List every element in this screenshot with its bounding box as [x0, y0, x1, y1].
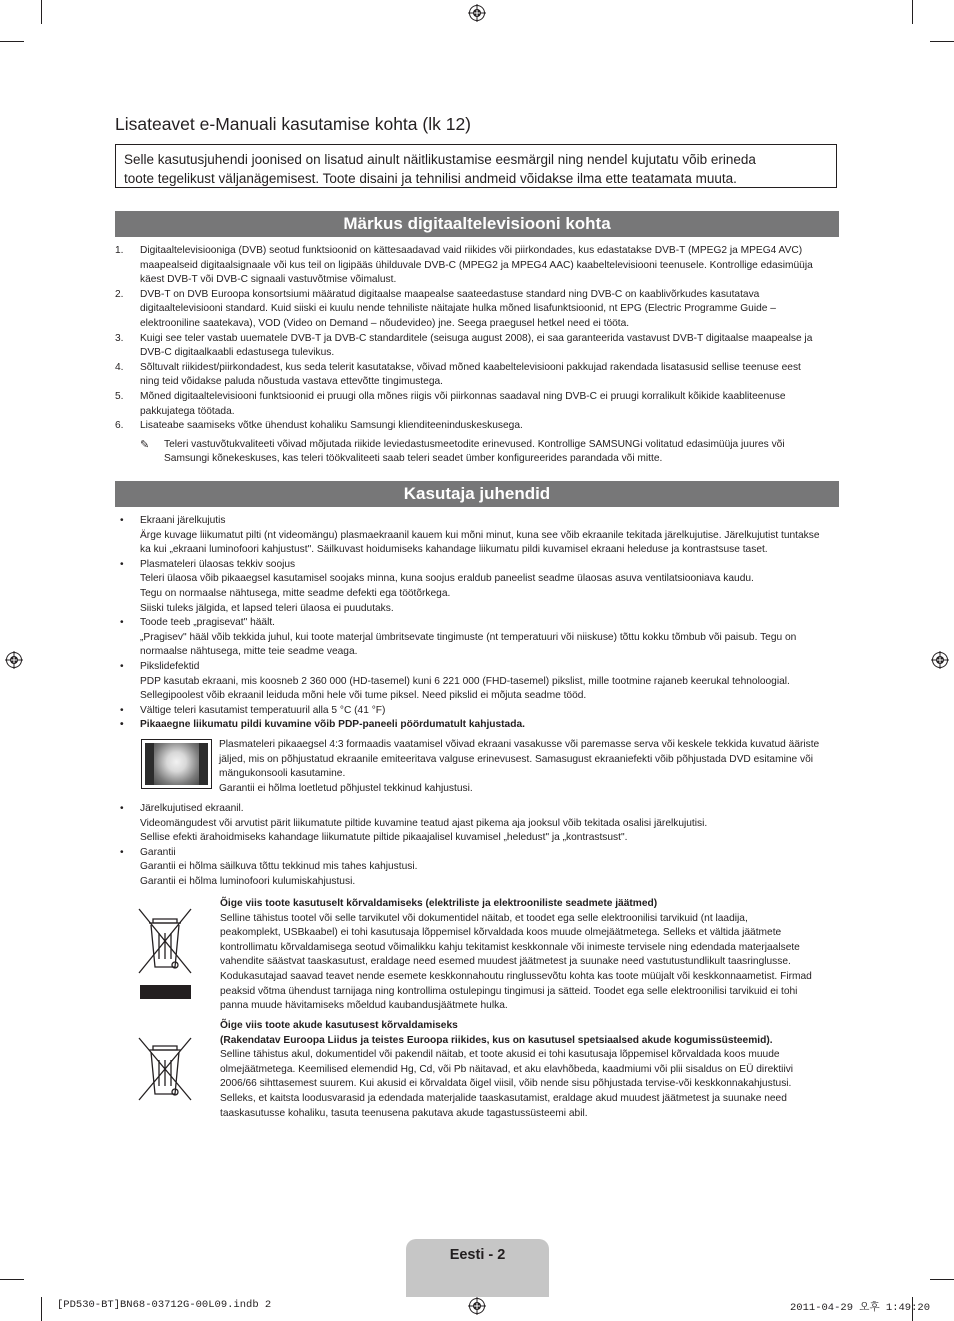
section-heading-user-guides: Kasutaja juhendid: [115, 481, 839, 507]
item-title: Garantii: [140, 846, 176, 858]
registration-mark-icon: [931, 651, 949, 669]
weee-line: peaksid võtma ühendust tarnijaga ning kontrollima ostulepingu tingimusi ja sätteid. Toodet ega selle elektroonilisi tarvikuid ei tohi: [220, 985, 798, 997]
list-item: [115, 718, 839, 733]
list-item: [115, 332, 839, 361]
item-line: maapealseid digitaalsignaale või kus teil on ligipääs ühilduvale DVB-C (MPEG2 ja MPEG4 AAC) kaabeltelevisiooni teenusele. Kontrollige edasimüüja: [140, 259, 813, 271]
item-number: 2.: [115, 288, 124, 300]
battery-line: olmejäätmetega. Keemilised elemendid Hg, Cd, või Pb näitavad, et aku elavhõbeda, kaadmiumi või plii sisaldus on EÜ direktiivi: [220, 1063, 794, 1075]
item-title: Toode teeb „pragisevat" häält.: [140, 617, 276, 629]
item-line: ka kui „ekraani luminofoori kahjustust". Säilkuvast hoidumiseks kahandage liikumatu pildi kuvamisel ekraani heleduse ja kontrastsuse taset.: [140, 544, 768, 556]
battery-line: Selline tähistus akul, dokumentidel või pakendil näitab, et toote akusid ei tohi kasutusaja lõppemisel kõrvaldada koos muude: [220, 1049, 780, 1061]
item-title: Pikaaegne liikumatu pildi kuvamine võib PDP-paneeli pöördumatult kahjustada.: [140, 719, 525, 731]
crop-mark: [930, 1279, 954, 1280]
item-line: Siiski tuleks jälgida, et lapsed teleri ülaosa ei puudutaks.: [140, 602, 394, 614]
battery-line: taaskasutusse kohaliku, tasuta teenusena pakutava akude tagastussüsteemi abil.: [220, 1107, 588, 1119]
list-item: [115, 419, 839, 434]
battery-title: Õige viis toote akude kasutusest kõrvaldamiseks: [220, 1020, 458, 1031]
item-line: Garantii ei hõlma säilkuva tõttu tekkinud mis tahes kahjustusi.: [140, 861, 418, 873]
crossed-bin-icon: [135, 1036, 195, 1111]
list-item: [115, 244, 839, 288]
weee-line: peakomplekt, USBkaabel) ei tohi kasutusaja lõppemisel kõrvaldada koos muude olmejäätmetega. Selleks et vältida jäätmete: [220, 927, 782, 939]
page-title: Lisateavet e-Manuali kasutamise kohta (lk 12): [115, 114, 472, 134]
item-line: DVB-T on DVB Euroopa konsortsiumi määratud digitaalse maapealse saateedastuse standard ning DVB-C on kaablivõrkudes kasutatava: [140, 288, 760, 300]
item-line: Teleri ülaosa võib pikaaegsel kasutamisel soojaks minna, kuna soojus eraldub paneelist seadme ülaosas asuva ventilatsiooniava kaudu.: [140, 573, 754, 585]
item-line: Sõltuvalt riikidest/piirkondadest, kus seda telerit kasutatakse, võivad mõned kaabeltelevisiooni pakkujad rakendada lisatasusid sellise teenuse eest: [140, 361, 801, 373]
image-text-line: Plasmateleri pikaaegsel 4:3 formaadis vaatamisel võivad ekraani vasakusse või paremasse serva või keskele tekkida kuvatud ääriste: [219, 739, 820, 750]
user-guides-list-2: [115, 802, 839, 890]
item-line: ning teid võidakse paluda nõustuda vastava ettevõtte tingimustega.: [140, 376, 443, 388]
weee-line: Kodukasutajad saavad teavet nende esemete keskkonnahoutu ringlussevõtu kohta kas toote müüjalt või keskkonnaametist. Firmad: [220, 970, 812, 982]
weee-disposal-text: [220, 897, 840, 1014]
user-guides-list: [115, 514, 839, 733]
item-line: elektrooniline saatekava), VOD (Video on Demand – nõudevideo) jne. Seega praegusel hetkel need ei tööta.: [140, 317, 630, 329]
weee-line: panna muude hävitamiseks mõeldud kaubandusjäätmete hulka.: [220, 1000, 508, 1012]
item-line: pakkujatega töötada.: [140, 405, 235, 417]
item-line: käest DVB-T või DVB-C signaali vastuvõtmise võimalust.: [140, 274, 397, 286]
list-item: [115, 660, 839, 704]
crop-mark: [41, 1297, 42, 1321]
crop-mark: [0, 41, 24, 42]
weee-title: Õige viis toote kasutuselt kõrvaldamiseks (elektriliste ja elektrooniliste seadmete jäätmed): [220, 898, 658, 909]
bullet: •: [120, 660, 124, 672]
tv-screen-image: [141, 739, 212, 789]
item-line: Sellegipoolest võib ekraanil leiduda mõni hele või tume piksel. Need pikslid ei mõjuta seadme tööd.: [140, 690, 587, 702]
item-title: Ekraani järelkujutis: [140, 515, 226, 526]
item-line: „Pragisev" hääl võib tekkida juhul, kui toote materjal ümbritsevate tingimuste (nt temperatuuri või niiskuse) tõttu kokku tõmbub või paisub. Tegu on: [140, 631, 797, 643]
registration-mark-icon: [5, 651, 23, 669]
bullet: •: [120, 846, 124, 858]
footer-file-name: [PD530-BT]BN68-03712G-00L09.indb 2: [57, 1299, 272, 1311]
battery-line: Selleks, et kaitsta loodusvarasid ja edendada materjalide taaskasutamist, eraldage akud muudest jäätmetest ja suunake need: [220, 1092, 787, 1104]
item-line: Digitaaltelevisiooniga (DVB) seotud funktsioonid on kättesaadavad vaid riikides või piirkondades, kus edastatakse DVB-T (MPEG2 ja MPEG4 AVC): [140, 245, 803, 256]
screen-image-text: [219, 738, 839, 796]
item-line: digitaaltelevisiooni standard. Kuid siiski ei kuulu nende tehniliste näitajate hulka mõned lisafunktsioonid, nt EPG (Electric Programme Guide –: [140, 303, 776, 315]
crop-mark: [0, 1279, 24, 1280]
item-line: normaalse nähtusega, mitte teie seadme veaga.: [140, 646, 358, 658]
item-number: 6.: [115, 420, 124, 432]
battery-line: 2006/66 sihttasemest suurem. Kui akusid ei kõrvaldata õigel viisil, võib nende sisu põhjustada tervise-või keskkonnakahjustusi.: [220, 1078, 792, 1090]
footer-timestamp: 2011-04-29 오후 1:49:20: [790, 1302, 931, 1314]
list-item: [115, 704, 839, 719]
item-number: 4.: [115, 361, 124, 373]
item-title: Plasmateleri ülaosas tekkiv soojus: [140, 558, 296, 570]
crossed-bin-icon: [135, 905, 195, 1005]
item-line: Videomängudest või arvutist pärit liikumatute piltide kuvamine teatud ajast pikema aja jooksul võib tekitada osalisi järelkujutisi.: [140, 817, 708, 829]
image-text-line: jäljed, mis on põhjustatud ekraanile emiteeritava valguse erinevusest. Samasugust ekraaniefekti võib põhjustada DVD esitamine või: [219, 753, 814, 765]
item-line: Sellise efekti ärahoidmiseks kahandage liikumatute piltide pikaajalisel kuvamisel „heledust" ja „kontrastsust".: [140, 832, 628, 844]
disclaimer-box: [115, 144, 837, 188]
image-text-line: mängukonsooli kasutamine.: [219, 768, 346, 780]
bullet: •: [120, 558, 124, 570]
bullet: •: [120, 704, 124, 716]
list-item: [115, 361, 839, 390]
item-line: PDP kasutab ekraani, mis koosneb 2 360 000 (HD-tasemel) kuni 6 221 000 (FHD-tasemel) pikslist, mille tootmine rajaneb keerukal tehnoloogial.: [140, 675, 790, 687]
list-item: [115, 390, 839, 419]
crop-mark: [912, 0, 913, 24]
item-line: Kuigi see teler vastab uuematele DVB-T ja DVB-C standarditele (seisuga august 2008), ei saa garanteerida vastavust DVB-T digitaalse maapealse ja: [140, 332, 813, 344]
bullet: •: [120, 803, 124, 814]
item-number: 1.: [115, 245, 124, 256]
battery-subtitle: (Rakendatav Euroopa Liidus ja teistes Euroopa riikides, kus on kasutusel spetsiaalsed akude kogumissüsteemid).: [220, 1034, 773, 1046]
digital-tv-list: [115, 244, 839, 467]
note-line: Samsungi kõnekeskuses, kas teleri töökvaliteeti saab teleri seadet ümber konfigureerides parandada või mitte.: [164, 453, 663, 465]
item-line: Tegu on normaalse nähtusega, mitte seadme defekti ega töötõrkega.: [140, 587, 451, 599]
item-line: Garantii ei hõlma luminofoori kulumiskahjustusi.: [140, 875, 356, 887]
registration-mark-icon: [468, 4, 486, 22]
item-title: Pikslidefektid: [140, 660, 200, 672]
section-heading-digital-tv: Märkus digitaaltelevisiooni kohta: [115, 211, 839, 237]
item-line: Lisateabe saamiseks võtke ühendust kohaliku Samsungi klienditeeninduskeskusega.: [140, 420, 523, 432]
item-line: Ärge kuvage liikumatut pilti (nt videomängu) plasmaekraanil kauem kui mõni minut, kuna see võib ekraanile tekitada järelkujutise. Järelkujutist tuntakse: [140, 529, 820, 541]
item-line: DVB-C digitaalkaabli edastusega tulevikus.: [140, 347, 335, 359]
item-number: 3.: [115, 332, 124, 344]
registration-mark-icon: [468, 1297, 486, 1315]
list-item: [115, 846, 839, 890]
weee-line: vahendite säästvat taaskasutust, eraldage need esemed muudest jäätmetest ja suunake need vastutustundlikult taasringlusse.: [220, 956, 791, 968]
bullet: •: [120, 617, 124, 629]
list-item: [115, 802, 839, 846]
image-text-line: Garantii ei hõlma loetletud põhjustel tekkinud kahjustusi.: [219, 782, 473, 794]
list-item: [115, 514, 839, 558]
disclaimer-line: Selle kasutusjuhendi joonised on lisatud ainult näitlikustamise eesmärgil ning nendel kujutatu võib erineda: [124, 152, 756, 167]
item-title: Järelkujutised ekraanil.: [140, 803, 244, 814]
page-number: Eesti - 2: [449, 1247, 506, 1263]
crop-mark: [41, 0, 42, 24]
list-item: [115, 616, 839, 660]
bullet: •: [120, 719, 124, 731]
bullet: •: [120, 515, 124, 526]
crop-mark: [930, 41, 954, 42]
note-pen-icon: ✎: [140, 438, 150, 451]
disclaimer-line: toote tegelikust väljanägemisest. Toote disaini ja tehnilisi andmeid võidakse ilma ette teatamata muuta.: [124, 171, 737, 186]
battery-disposal-text: [220, 1019, 840, 1121]
note-line: Teleri vastuvõtukvaliteeti võivad mõjutada riikide leviedastusmeetodite erinevused. Kontrollige SAMSUNGi volitatud edasimüüja juures või: [164, 438, 785, 450]
item-title: Vältige teleri kasutamist temperatuuril alla 5 °C (41 °F): [140, 704, 386, 716]
item-number: 5.: [115, 390, 124, 402]
weee-line: Selline tähistus tootel või selle tarvikutel või dokumentidel näitab, et toodet ega selle elektroonilisi tarvikuid (nt laadija,: [220, 912, 748, 924]
list-item: [115, 558, 839, 616]
note: [115, 438, 839, 467]
weee-line: kontrollimatu kõrvaldamisega seotud võimalikku kahju tekitamist keskkonnale või inimeste tervisele ning edendada materjaalsete: [220, 941, 800, 953]
list-item: [115, 288, 839, 332]
item-line: Mõned digitaaltelevisiooni funktsioonid ei pruugi olla mõnes riigis või piirkonnas saadaval ning DVB-C ei pruugi korralikult kõikide kaabliteenuse: [140, 390, 786, 402]
